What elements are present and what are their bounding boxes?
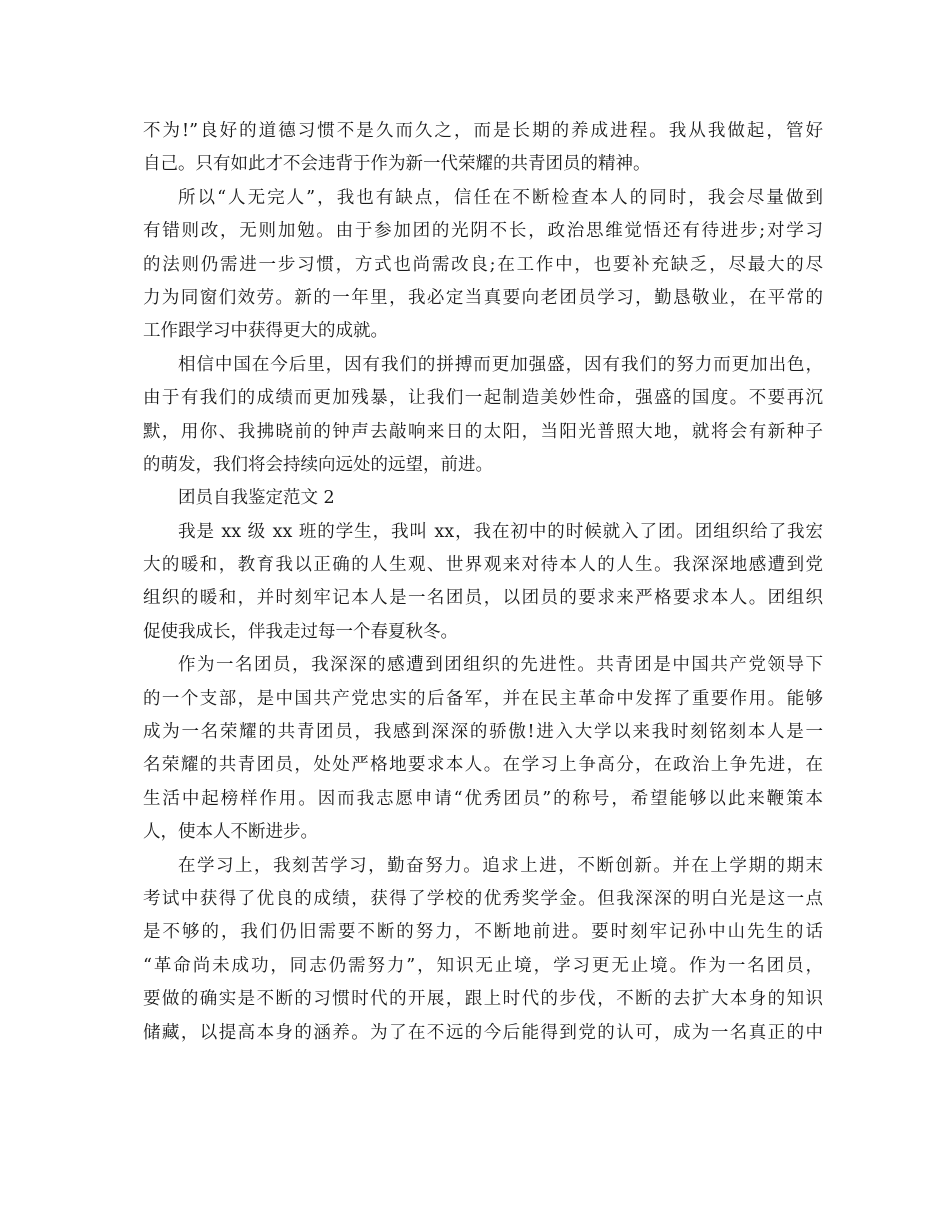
text-line: 工作跟学习中获得更大的成就。 [143,321,388,342]
text-line: 储藏，以提高本身的涵养。为了在不远的今后能得到党的认可，成为一名真正的中 [143,1022,823,1043]
text-line: 的一个支部，是中国共产党忠实的后备军，并在民主革命中发挥了重要作用。能够 [143,688,823,709]
document-body [143,115,823,1050]
text-line: 生活中起榜样作用。因而我志愿申请“优秀团员”的称号，希望能够以此来鞭策本 [143,788,823,809]
text-line: 我是 xx 级 xx 班的学生，我叫 xx，我在初中的时候就入了团。团组织给了我宏 [178,521,823,542]
text-line: 的萌发，我们将会持续向远处的远望，前进。 [143,454,493,475]
text-line: 在学习上，我刻苦学习，勤奋努力。追求上进，不断创新。并在上学期的期末 [178,855,823,876]
text-line: 是不够的，我们仍旧需要不断的努力，不断地前进。要时刻牢记孙中山先生的话 [143,922,823,943]
text-line: 团员自我鉴定范文 2 [178,488,335,509]
text-line: 促使我成长，伴我走过每一个春夏秋冬。 [143,621,458,642]
text-line: 考试中获得了优良的成绩，获得了学校的优秀奖学金。但我深深的明白光是这一点 [143,888,823,909]
text-line: 作为一名团员，我深深的感遭到团组织的先进性。共青团是中国共产党领导下 [178,655,823,676]
text-line: 力为同窗们效劳。新的一年里，我必定当真要向老团员学习，勤恳敬业，在平常的 [143,287,823,308]
text-line: 名荣耀的共青团员，处处严格地要求本人。在学习上争高分，在政治上争先进，在 [143,755,823,776]
text-line: “革命尚未成功，同志仍需努力”，知识无止境，学习更无止境。作为一名团员， [143,955,823,976]
text-line: 的法则仍需进一步习惯，方式也尚需改良;在工作中，也要补充缺乏，尽最大的尽 [143,254,823,275]
text-line: 默，用你、我拂晓前的钟声去敲响来日的太阳，当阳光普照大地，就将会有新种子 [143,421,823,442]
text-line: 组织的暖和，并时刻牢记本人是一名团员，以团员的要求来严格要求本人。团组织 [143,588,823,609]
text-line: 人，使本人不断进步。 [143,822,318,843]
text-line: 由于有我们的成绩而更加残暴，让我们一起制造美妙性命，强盛的国度。不要再沉 [143,388,823,409]
text-line: 自己。只有如此才不会违背于作为新一代荣耀的共青团员的精神。 [143,154,651,175]
text-line: 有错则改，无则加勉。由于参加团的光阴不长，政治思维觉悟还有待进步;对学习 [143,221,823,242]
text-line: 要做的确实是不断的习惯时代的开展，跟上时代的步伐，不断的去扩大本身的知识 [143,989,823,1010]
text-line: 所以“人无完人”，我也有缺点，信任在不断检查本人的同时，我会尽量做到 [178,187,823,208]
text-line: 大的暖和，教育我以正确的人生观、世界观来对待本人的人生。我深深地感遭到党 [143,555,823,576]
text-line: 成为一名荣耀的共青团员，我感到深深的骄傲!进入大学以来我时刻铭刻本人是一 [143,722,823,743]
text-line: 相信中国在今后里，因有我们的拼搏而更加强盛，因有我们的努力而更加出色， [178,354,823,375]
text-line: 不为!”良好的道德习惯不是久而久之，而是长期的养成进程。我从我做起，管好 [143,121,823,141]
